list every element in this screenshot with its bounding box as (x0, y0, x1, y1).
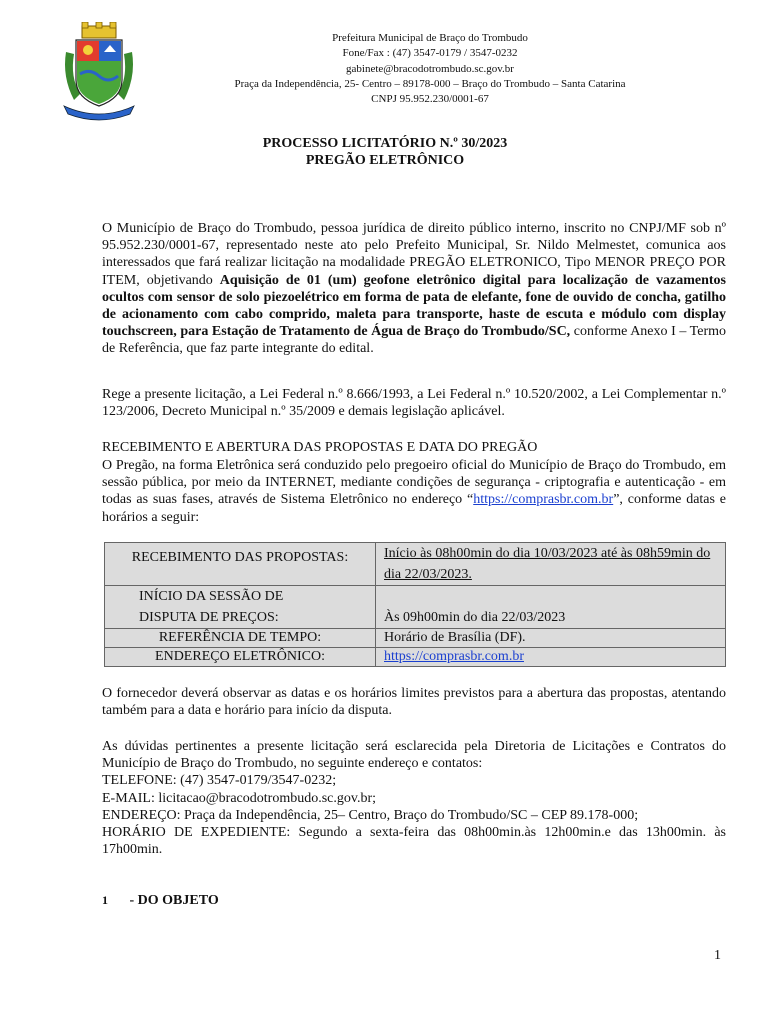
legislation-paragraph: Rege a presente licitação, a Lei Federal n.º 8.666/1993, a Lei Federal n.º 10.520/2002, a Lei Complementar n.º 123/2006, Decreto Municipal n.º 35/2009 e demais legislação aplicável. (102, 387, 726, 420)
intro-text-end: conforme Anexo I – Termo de Referência, que faz parte integrante do edital. (102, 324, 726, 357)
header-email: gabinete@bracodotrombudo.sc.gov.br (346, 63, 514, 75)
schedule-label-time-ref: REFERÊNCIA DE TEMPO: (105, 629, 376, 648)
contact-address: ENDEREÇO: Praça da Independência, 25– Centro, Braço do Trombudo/SC – CEP 89.178-000; (102, 808, 639, 823)
title-process: PROCESSO LICITATÓRIO N.º 30/2023 (262, 136, 508, 151)
intro-paragraph (102, 220, 726, 358)
section-heading-recebimento: RECEBIMENTO E ABERTURA DAS PROPOSTAS E DATA DO PREGÃO (102, 440, 538, 455)
schedule-table (104, 542, 726, 667)
schedule-label-session: INÍCIO DA SESSÃO DE DISPUTA DE PREÇOS: (105, 586, 376, 629)
schedule-link[interactable]: https://comprasbr.com.br (384, 649, 524, 664)
recebimento-paragraph (102, 457, 726, 526)
table-row (105, 543, 726, 586)
coat-of-arms-logo (60, 22, 138, 122)
page-number: 1 (714, 948, 721, 963)
table-row (105, 629, 726, 648)
schedule-label-address: ENDEREÇO ELETRÔNICO: (105, 648, 376, 667)
title-modality: PREGÃO ELETRÔNICO (305, 153, 465, 168)
section-1-heading (102, 893, 219, 909)
schedule-value-time-ref: Horário de Brasília (DF). (376, 629, 726, 648)
header-address: Praça da Independência, 25- Centro – 89178-000 – Braço do Trombudo – Santa Catarina (234, 78, 626, 90)
comprasbr-link[interactable]: https://comprasbr.com.br (473, 492, 614, 508)
header-phone: Fone/Fax : (47) 3547-0179 / 3547-0232 (342, 47, 518, 59)
schedule-value-session: Às 09h00min do dia 22/03/2023 (376, 586, 726, 629)
contact-phone: TELEFONE: (47) 3547-0179/3547-0232; (102, 773, 337, 788)
schedule-value-address (376, 648, 726, 667)
contact-email: E-MAIL: licitacao@bracodotrombudo.sc.gov.br; (102, 791, 377, 806)
intro-object-bold: Aquisição de 01 (um) geofone eletrônico digital para localização de vazamentos ocultos com sensor de solo piezoelétrico em forma de pata de elefante, fone de ouvido de concha, gatilho de acionamento com cabo comprido, maleta para transporte, haste de escuta e módulo com display touchscreen, para Estação de Tratamento de Água de Braço do Trombudo/SC, (102, 272, 726, 340)
table-row (105, 586, 726, 629)
header-cnpj: CNPJ 95.952.230/0001-67 (371, 93, 489, 105)
schedule-label-receipt: RECEBIMENTO DAS PROPOSTAS: (105, 543, 376, 586)
section-title: - DO OBJETO (129, 893, 219, 908)
contact-hours: HORÁRIO DE EXPEDIENTE: Segundo a sexta-feira das 08h00min.às 12h00min.e das 13h00min. às 17h00min. (102, 825, 726, 858)
section-number: 1 (102, 893, 108, 907)
schedule-value-receipt: Início às 08h00min do dia 10/03/2023 até às 08h59min do dia 22/03/2023. (376, 543, 726, 586)
header-org: Prefeitura Municipal de Braço do Trombudo (332, 32, 528, 44)
contacts-intro: As dúvidas pertinentes a presente licitação será esclarecida pela Diretoria de Licitações e Contratos do Município de Braço do Trombudo, no seguinte endereço e contatos: (102, 739, 726, 772)
recebimento-text: O Pregão, na forma Eletrônica será conduzido pelo pregoeiro oficial do Município de Braço do Trombudo, em sessão pública, por meio da INTERNET, mediante condições de segurança - criptografia e autenticação - em todas as suas fases, através de Sistema Eletrônico no endereço “ (102, 458, 726, 508)
supplier-notice: O fornecedor deverá observar as datas e os horários limites previstos para a abertura das propostas, atentando também para a data e horário para início da disputa. (102, 686, 726, 719)
document-title (100, 135, 670, 169)
recebimento-text-end: ”, conforme datas e horários a seguir: (102, 492, 726, 525)
table-row (105, 648, 726, 667)
intro-text-start: O Município de Braço do Trombudo, pessoa jurídica de direito público interno, inscrito no CNPJ/MF sob nº 95.952.230/0001-67, representado neste ato pelo Prefeito Municipal, Sr. Nildo Melmestet, comunica aos interessados que fará realizar licitação na modalidade PREGÃO ELETRONICO, Tipo MENOR PREÇO POR ITEM, objetivando (102, 221, 726, 288)
